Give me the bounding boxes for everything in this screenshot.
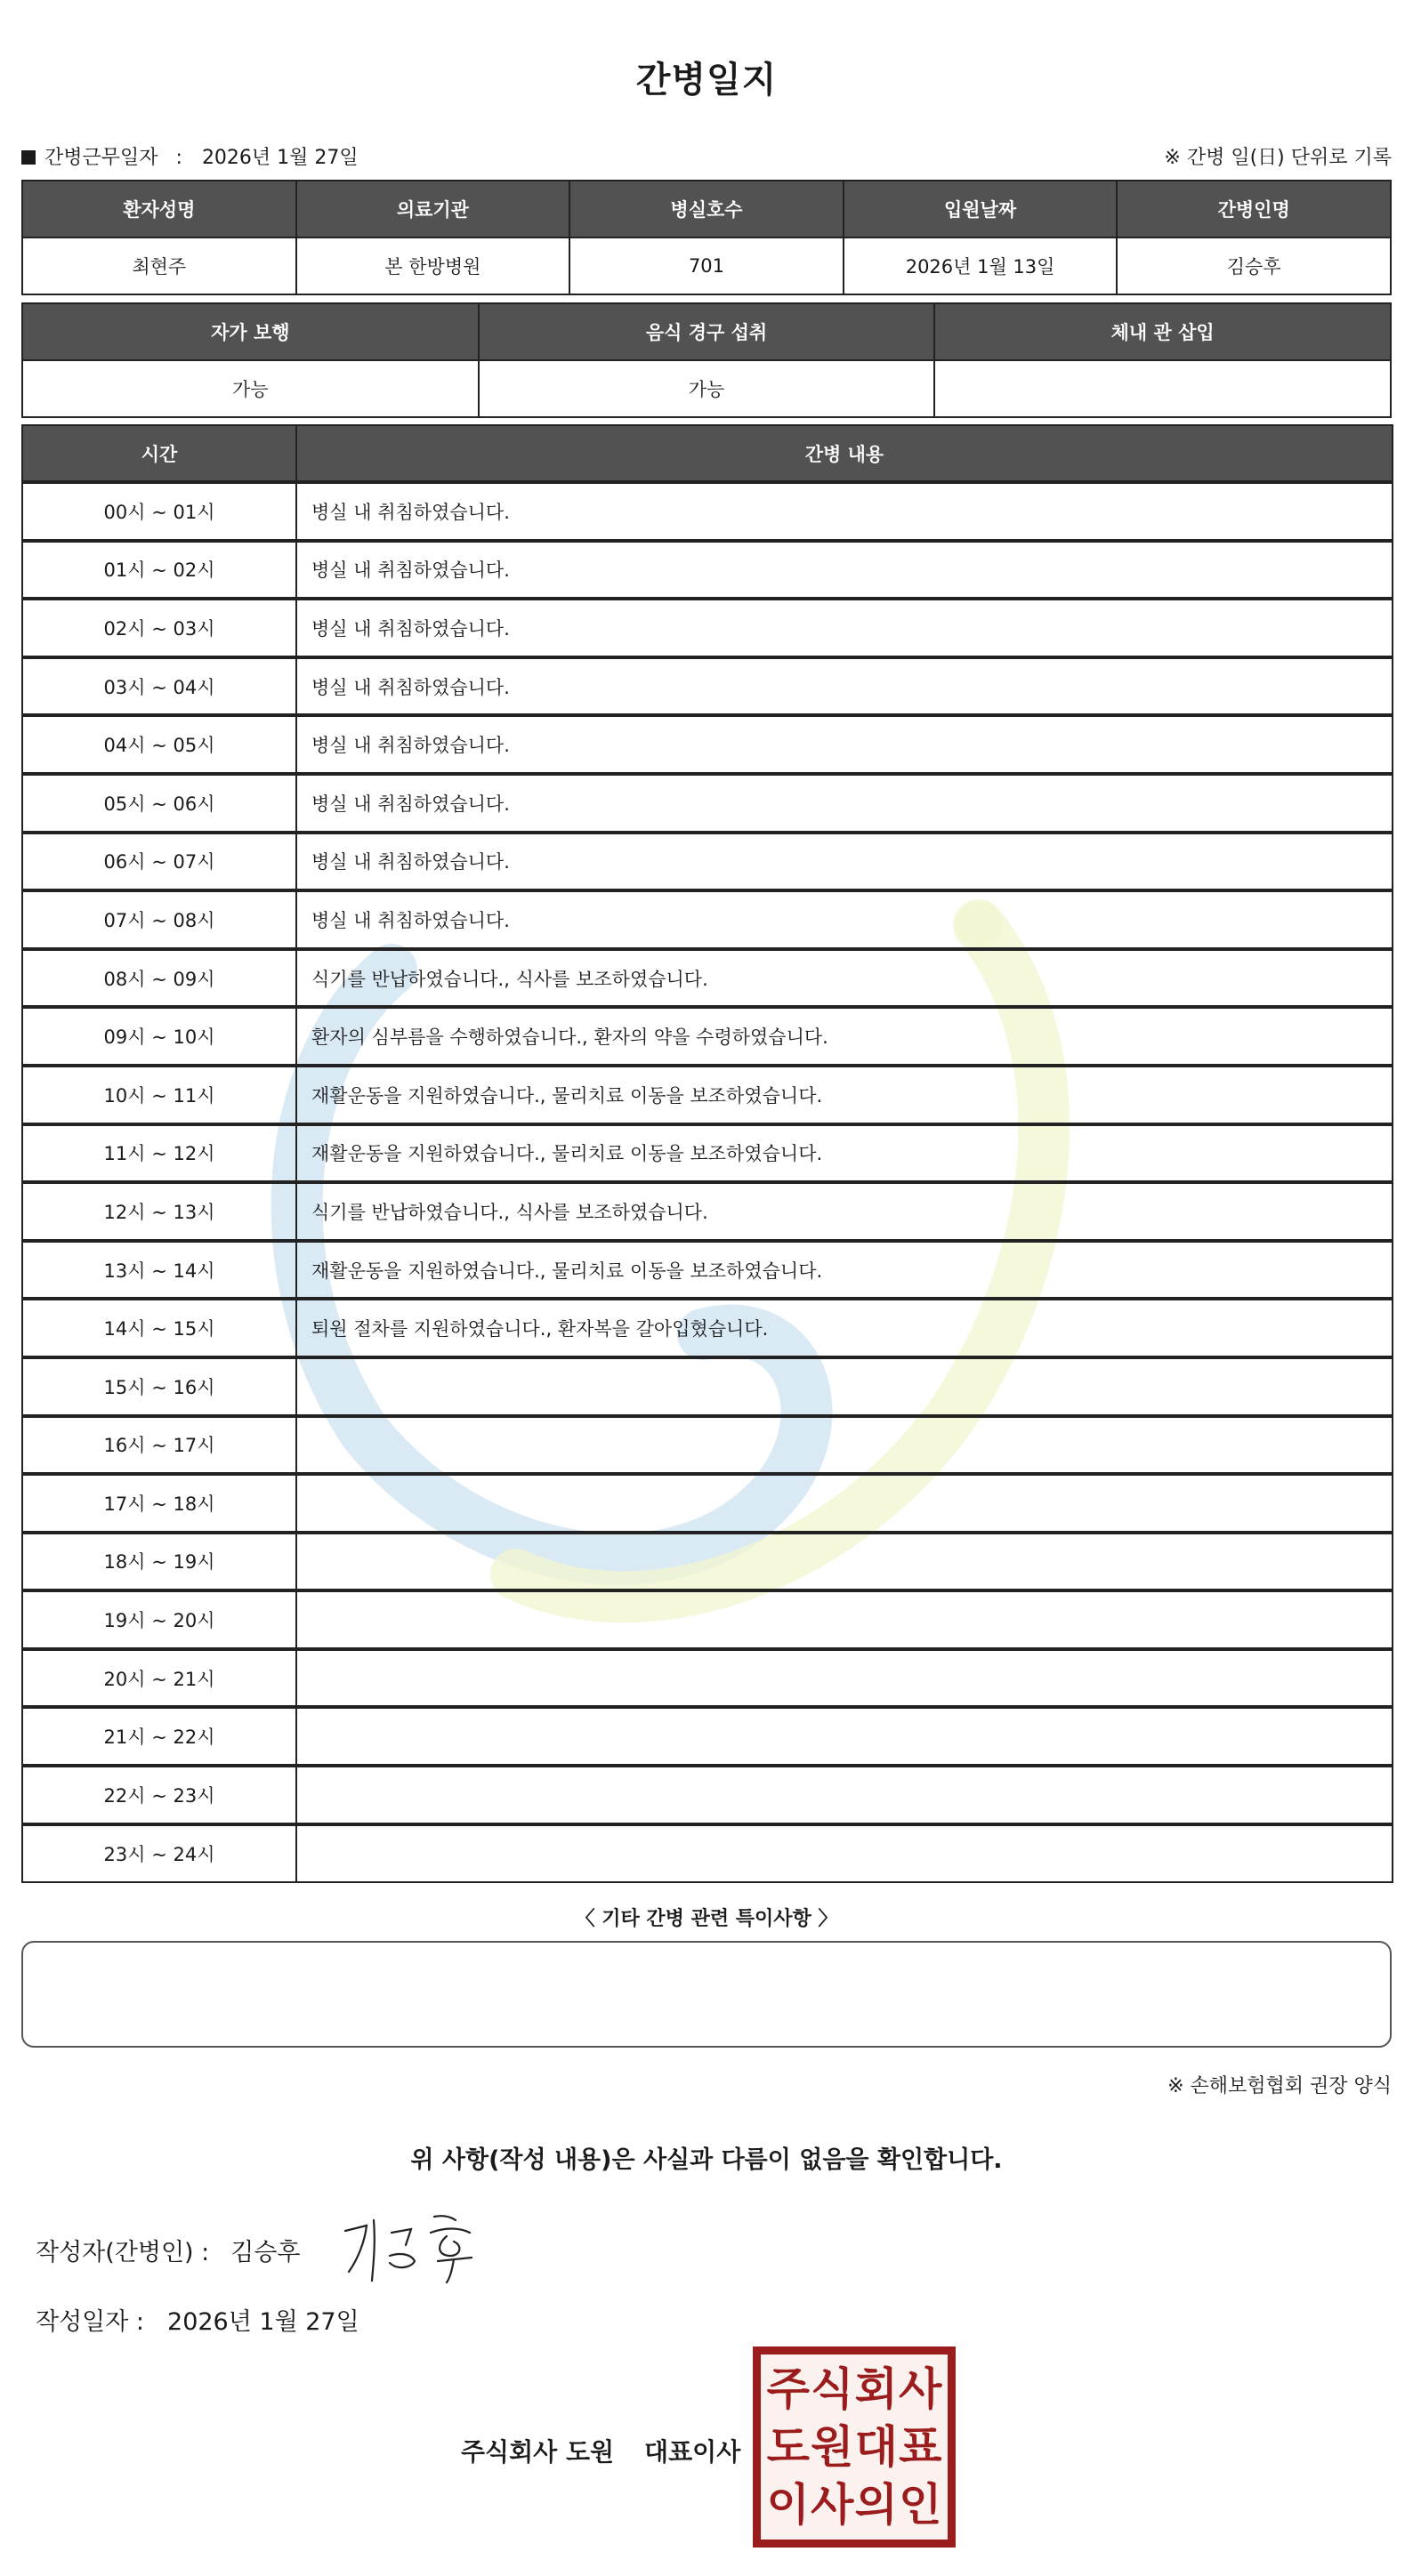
special-notes-title: 〈 기타 간병 관련 특이사항 〉 [575,1908,838,1930]
time-slot: 11시 ~ 12시 [22,1124,296,1183]
written-date-label: 작성일자 : [36,2308,145,2336]
care-content: 병실 내 취침하였습니다. [296,774,1393,833]
care-content: 병실 내 취침하였습니다. [296,890,1393,949]
header-patient-name: 환자성명 [22,181,296,237]
time-slot: 04시 ~ 05시 [22,715,296,774]
admission-date: 2026년 1월 13일 [844,237,1118,294]
time-slot: 19시 ~ 20시 [22,1590,296,1649]
ability-table [21,302,1392,418]
header-care-content: 간병 내용 [296,425,1393,482]
care-content: 병실 내 취침하였습니다. [296,599,1393,657]
time-slot: 01시 ~ 02시 [22,541,296,600]
company-seal-stamp [753,2347,956,2548]
table-row [22,1241,1393,1300]
room-number: 701 [569,237,844,294]
care-content: 병실 내 취침하였습니다. [296,657,1393,716]
writer-line [36,2233,301,2267]
hospital-name: 본 한방병원 [296,237,570,294]
patient-info-table [21,180,1392,295]
time-slot: 07시 ~ 08시 [22,890,296,949]
header-hospital: 의료기관 [296,181,570,237]
table-row [22,1533,1393,1591]
meta-row [21,142,1392,169]
time-slot: 02시 ~ 03시 [22,599,296,657]
care-content [296,1766,1393,1824]
header-tube-insertion: 체내 관 삽입 [934,303,1391,360]
written-date-value: 2026년 1월 27일 [167,2308,359,2336]
writer-name: 김승후 [230,2239,301,2266]
seal-character: 의 [854,2479,898,2532]
time-slot: 18시 ~ 19시 [22,1533,296,1591]
time-slot: 12시 ~ 13시 [22,1182,296,1241]
care-content [296,1590,1393,1649]
time-slot: 14시 ~ 15시 [22,1299,296,1357]
table-row [22,1124,1393,1183]
special-notes-box [21,1941,1392,2048]
time-slot: 00시 ~ 01시 [22,482,296,541]
table-row [22,1766,1393,1824]
association-note: ※ 손해보험협회 권장 양식 [1167,2075,1392,2097]
table-row [22,1299,1393,1357]
care-content: 병실 내 취침하였습니다. [296,541,1393,600]
care-content: 식기를 반납하였습니다., 식사를 보조하였습니다. [296,1182,1393,1241]
table-row [22,541,1393,600]
caregiver-name: 김승후 [1117,237,1391,294]
time-slot: 20시 ~ 21시 [22,1649,296,1708]
care-content [296,1357,1393,1416]
care-content: 병실 내 취침하였습니다. [296,482,1393,541]
seal-character: 이 [766,2479,810,2532]
table-row [22,1474,1393,1533]
company-line [461,2433,740,2468]
header-time: 시간 [22,425,296,482]
seal-character: 사 [899,2363,942,2415]
handwritten-signature [338,2206,480,2286]
table-row [22,1416,1393,1475]
table-row [22,1007,1393,1066]
care-content: 재활운동을 지원하였습니다., 물리치료 이동을 보조하였습니다. [296,1241,1393,1300]
care-content: 재활운동을 지원하였습니다., 물리치료 이동을 보조하였습니다. [296,1124,1393,1183]
table-row [22,890,1393,949]
table-row [22,482,1393,541]
seal-character: 인 [899,2479,942,2532]
table-row [22,833,1393,891]
table-row [22,1824,1393,1883]
header-self-walking: 자가 보행 [22,303,479,360]
care-content [296,1533,1393,1591]
company-ceo-title: 대표이사 [644,2437,741,2467]
care-content: 환자의 심부름을 수행하였습니다., 환자의 약을 수령하였습니다. [296,1007,1393,1066]
work-date-label: 간병근무일자 [44,147,158,169]
table-row [22,599,1393,657]
time-slot: 16시 ~ 17시 [22,1416,296,1475]
record-unit-note: ※ 간병 일(日) 단위로 기록 [1164,147,1392,169]
care-content [296,1707,1393,1766]
square-bullet-icon [21,150,36,165]
time-slot: 22시 ~ 23시 [22,1766,296,1824]
seal-character: 대 [854,2420,898,2473]
seal-character: 표 [899,2420,942,2473]
time-slot: 05시 ~ 06시 [22,774,296,833]
seal-character: 식 [811,2363,854,2415]
seal-character: 주 [766,2363,810,2415]
time-slot: 15시 ~ 16시 [22,1357,296,1416]
seal-character: 사 [811,2479,854,2532]
self-walking-value: 가능 [22,360,479,417]
seal-character: 도 [766,2420,810,2473]
time-slot: 08시 ~ 09시 [22,949,296,1008]
care-content: 재활운동을 지원하였습니다., 물리치료 이동을 보조하였습니다. [296,1066,1393,1124]
document-title: 간병일지 [635,60,778,101]
table-row [22,1066,1393,1124]
table-row [22,1590,1393,1649]
time-slot: 21시 ~ 22시 [22,1707,296,1766]
care-content [296,1649,1393,1708]
care-content [296,1474,1393,1533]
patient-name: 최현주 [22,237,296,294]
confirmation-statement: 위 사항(작성 내용)은 사실과 다름이 없음을 확인합니다. [410,2146,1003,2174]
time-slot: 17시 ~ 18시 [22,1474,296,1533]
header-admission-date: 입원날짜 [844,181,1118,237]
time-slot: 09시 ~ 10시 [22,1007,296,1066]
tube-insertion-value [934,360,1391,417]
work-date-value: 2026년 1월 27일 [201,147,359,169]
table-row [22,1649,1393,1708]
header-caregiver-name: 간병인명 [1117,181,1391,237]
header-oral-intake: 음식 경구 섭취 [479,303,935,360]
work-date-colon: : [175,147,182,169]
header-room-number: 병실호수 [569,181,844,237]
care-log-table [21,424,1393,1883]
care-content: 식기를 반납하였습니다., 식사를 보조하였습니다. [296,949,1393,1008]
time-slot: 23시 ~ 24시 [22,1824,296,1883]
seal-characters [766,2360,942,2534]
table-row [22,774,1393,833]
table-row [22,1357,1393,1416]
work-date [21,142,359,170]
care-content: 병실 내 취침하였습니다. [296,715,1393,774]
table-row [22,1707,1393,1766]
time-slot: 13시 ~ 14시 [22,1241,296,1300]
time-slot: 03시 ~ 04시 [22,657,296,716]
seal-character: 원 [811,2420,854,2473]
care-log-body [22,482,1393,1882]
seal-character: 회 [854,2363,898,2415]
company-name: 주식회사 도원 [461,2437,615,2467]
time-slot: 10시 ~ 11시 [22,1066,296,1124]
written-date-line [36,2302,359,2337]
time-slot: 06시 ~ 07시 [22,833,296,891]
care-content [296,1416,1393,1475]
care-content [296,1824,1393,1883]
table-row [22,715,1393,774]
care-content: 병실 내 취침하였습니다. [296,833,1393,891]
oral-intake-value: 가능 [479,360,935,417]
table-row [22,949,1393,1008]
care-content: 퇴원 절차를 지원하였습니다., 환자복을 갈아입혔습니다. [296,1299,1393,1357]
table-row [22,657,1393,716]
writer-label: 작성자(간병인) : [36,2239,210,2266]
table-row [22,1182,1393,1241]
